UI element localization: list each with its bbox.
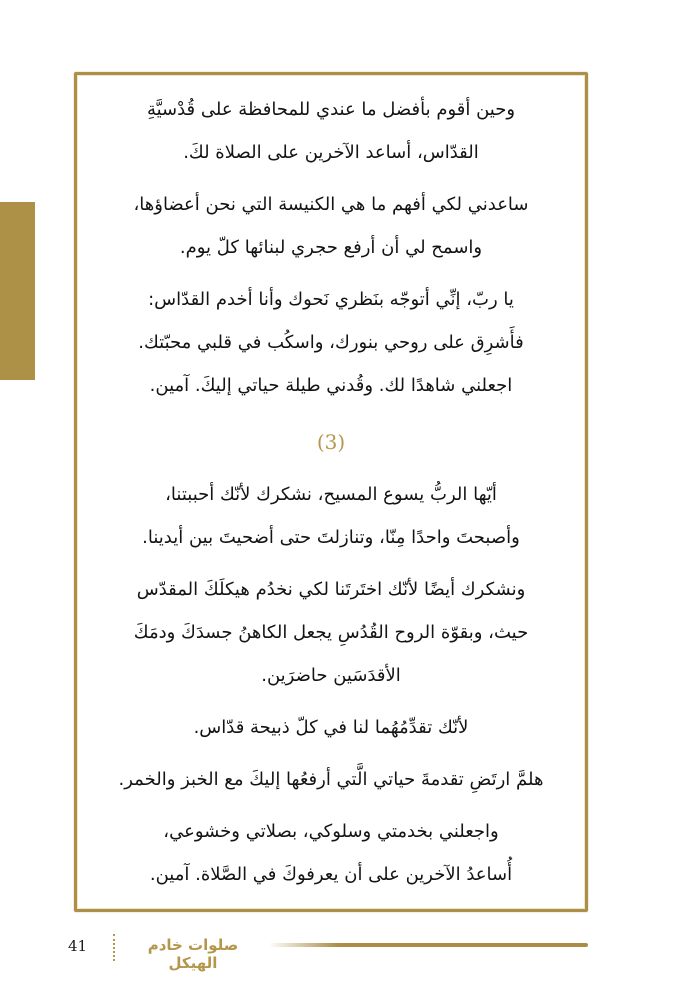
text-line: وأصبحتَ واحدًا مِنّا، وتنازلتَ حتى أضحيتَ بين أيدينا. — [142, 527, 520, 548]
paragraph — [85, 473, 577, 559]
text-line: يا ربّ، إنِّي أتوجّه بنَظري نَحوك وأنا أخدم القدّاس: — [148, 289, 514, 310]
text-line: ونشكرك أيضًا لأنّك اختَرتَنا لكي نخدُم هيكلَكَ المقدّس — [136, 579, 526, 600]
section-number: (3) — [316, 430, 346, 454]
text-line: واسمح لي أن أرفع حجري لبنائها كلّ يوم. — [179, 237, 483, 258]
text-line: حيث، وبقوّة الروح القُدُسِ يجعل الكاهنُ جسدَكَ ودمَكَ — [133, 622, 529, 643]
prayer-text-frame — [74, 72, 588, 912]
margin-accent-bar — [0, 202, 35, 380]
text-line: وحين أقوم بأفضل ما عندي للمحافظة على قُدْسيَّةِ — [146, 99, 516, 120]
footer-rule — [268, 943, 588, 947]
paragraph — [85, 88, 577, 174]
paragraph — [85, 758, 577, 801]
text-line: اجعلني شاهدًا لك. وقُدني طيلة حياتي إليكَ. آمين. — [149, 375, 513, 396]
text-line: واجعلني بخدمتي وسلوكي، بصلاتي وخشوعي، — [163, 821, 499, 842]
page-number: 41 — [68, 937, 88, 955]
text-line: القدّاس، أساعد الآخرين على الصلاة لكَ. — [183, 142, 479, 163]
paragraph — [85, 568, 577, 697]
paragraph — [85, 810, 577, 896]
text-line: أيّها الربُّ يسوع المسيح، نشكرك لأنّك أحببتنا، — [165, 484, 497, 505]
text-line: هلمَّ ارتَضِ تقدمةَ حياتي الَّتي أرفعُها إليكَ مع الخبز والخمر. — [118, 769, 544, 790]
text-line: فأَشرِق على روحي بنورك، واسكُب في قلبي محبّتك. — [138, 332, 524, 353]
paragraph — [85, 706, 577, 749]
book-title: صلوات خادم الهيكل — [147, 936, 239, 972]
paragraph — [85, 278, 577, 407]
dotted-divider — [113, 934, 115, 961]
text-line: لأنّك تقدِّمُهُما لنا في كلّ ذبيحة قدّاس. — [193, 717, 469, 738]
text-line: أُساعدُ الآخرين على أن يعرفوكَ في الصَّلاة. آمين. — [149, 864, 513, 885]
text-line: ساعدني لكي أفهم ما هي الكنيسة التي نحن أعضاؤها، — [133, 194, 529, 215]
page-footer — [0, 930, 679, 970]
paragraph — [85, 183, 577, 269]
text-line: الأقدَسَين حاضرَين. — [261, 665, 401, 686]
